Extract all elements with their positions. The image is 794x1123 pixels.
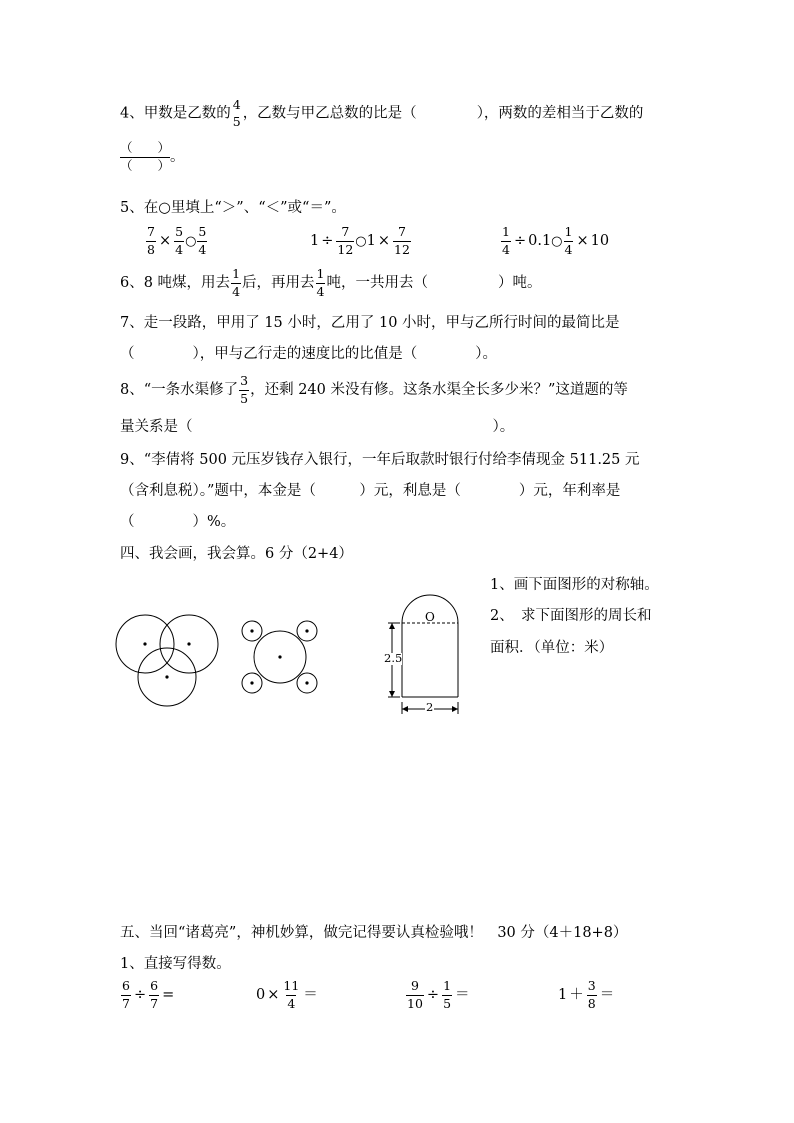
center-dot xyxy=(143,642,146,645)
section-4-title: 四、我会画，我会算。6 分（2+4） xyxy=(120,546,353,562)
center-dot xyxy=(187,642,190,645)
comparison-3: $\frac{1}{4}$ ÷ 0.1○ $\frac{1}{4}$ × 10 xyxy=(502,224,610,257)
question-9-line3: （ ）%。 xyxy=(120,514,236,530)
height-label: 2.5 xyxy=(384,651,403,665)
fraction: $\frac{1}{4}$ xyxy=(564,224,573,257)
calc-4: 1 ＋ $\frac{3}{8}$ ＝ xyxy=(558,978,615,1011)
question-6: 6、8 吨煤，用去 $\frac{1}{4}$ 后，再用去 $\frac{1}{4}$ 吨，一共用去（ ）吨。 xyxy=(120,266,542,299)
fraction: $\frac{11}{4}$ xyxy=(283,978,300,1011)
compare-circle[interactable]: ○ xyxy=(185,234,197,249)
fraction: $\frac{1}{4}$ xyxy=(316,266,325,299)
comparison-2: 1 ÷ $\frac{7}{12}$ ○1 × $\frac{7}{12}$ xyxy=(310,224,410,257)
fraction: $\frac{5}{4}$ xyxy=(175,224,184,257)
question-8-line2: 量关系是（ ）。 xyxy=(120,419,515,435)
three-circles-figure xyxy=(112,610,222,710)
question-9-line1: 9、“李倩将 500 元压岁钱存入银行，一年后取款时银行付给李倩现金 511.25 元 xyxy=(120,452,640,468)
calc-1: $\frac{6}{7}$ ÷ $\frac{6}{7}$ = xyxy=(122,978,175,1011)
task-2-text-cont: 面积．（单位：米） xyxy=(490,640,614,656)
compare-circle[interactable]: ○ xyxy=(355,234,367,249)
section-5-title: 五、当回“诸葛亮”，神机妙算，做完记得要认真检验哦！ 30 分（4＋18+8） xyxy=(120,925,628,941)
task-1-text: 1、画下面图形的对称轴。 xyxy=(490,577,659,593)
fraction: 4 5 xyxy=(232,97,241,129)
center-dot xyxy=(165,675,168,678)
fraction: $\frac{6}{7}$ xyxy=(150,978,159,1011)
fraction: $\frac{1}{4}$ xyxy=(502,224,510,257)
question-9-line2: （含利息税）。”题中，本金是（ ）元，利息是（ ）元，年利率是 xyxy=(120,483,621,499)
fraction: $\frac{3}{8}$ xyxy=(587,978,596,1011)
fraction: $\frac{1}{4}$ xyxy=(232,266,241,299)
task-2-text: 2、 求下面图形的周长和 xyxy=(490,608,652,624)
question-5-intro: 5、在○里填上“＞”、“＜”或“＝”。 xyxy=(120,200,346,216)
fraction: $\frac{9}{10}$ xyxy=(407,978,423,1011)
fraction: $\frac{1}{5}$ xyxy=(443,978,452,1011)
fraction: $\frac{6}{7}$ xyxy=(122,978,130,1011)
fraction: $\frac{7}{12}$ xyxy=(337,224,354,257)
question-4-line1: 4、甲数是乙数的 4 5 ，乙数与甲乙总数的比是（ ），两数的差相当于乙数的 xyxy=(120,97,644,129)
width-label: 2 xyxy=(426,700,434,714)
fraction: $\frac{3}{5}$ xyxy=(240,373,249,406)
question-8-line1: 8、“一条水渠修了 $\frac{3}{5}$ ，还剩 240 米没有修。这条水渠全长多少米？”这道题的等 xyxy=(120,373,628,406)
question-4-blank-fraction: （ ） （ ） 。 xyxy=(120,140,185,173)
center-o-label: O xyxy=(425,610,435,624)
section-5-sub1: 1、直接写得数。 xyxy=(120,956,231,972)
question-7-line2: （ ），甲与乙行走的速度比的比值是（ ）。 xyxy=(120,346,497,362)
comparison-1: $\frac{7}{8}$ × $\frac{5}{4}$ ○ $\frac{5}{4}$ xyxy=(147,224,207,257)
five-circles-figure xyxy=(238,618,328,698)
calc-2: 0 × $\frac{11}{4}$ ＝ xyxy=(256,978,318,1011)
fraction: $\frac{7}{12}$ xyxy=(394,224,410,257)
compare-circle[interactable]: ○ xyxy=(551,234,563,249)
fraction: $\frac{7}{8}$ xyxy=(147,224,155,257)
calc-3: $\frac{9}{10}$ ÷ $\frac{1}{5}$ ＝ xyxy=(407,978,470,1011)
fraction: $\frac{5}{4}$ xyxy=(198,224,207,257)
question-7-line1: 7、走一段路，甲用了 15 小时，乙用了 10 小时，甲与乙所行时间的最简比是 xyxy=(120,315,620,331)
